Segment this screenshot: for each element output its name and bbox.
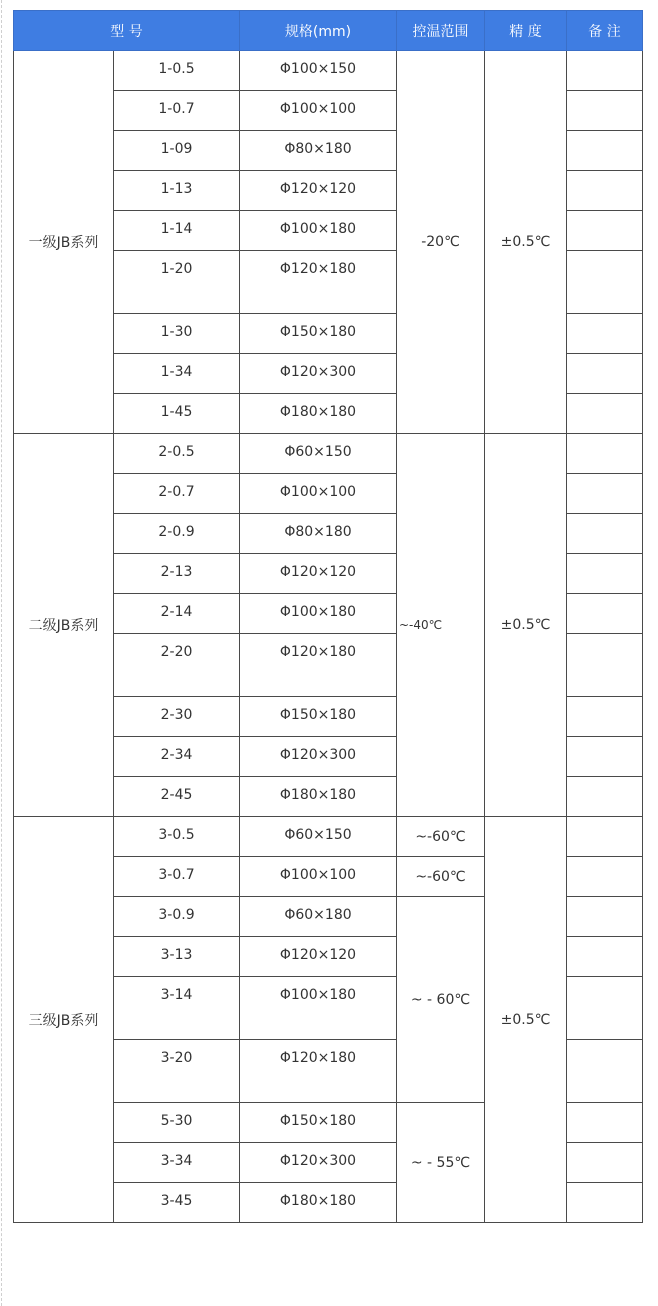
spec-cell: Φ60×180	[240, 897, 397, 937]
temp-range-cell: ~ - 60℃	[397, 897, 485, 1103]
spec-cell: Φ120×180	[240, 1040, 397, 1103]
accuracy-cell: ±0.5℃	[485, 817, 567, 1223]
remarks-cell	[567, 514, 643, 554]
header-accuracy: 精 度	[485, 11, 567, 51]
remarks-cell	[567, 977, 643, 1040]
model-cell: 3-0.7	[114, 857, 240, 897]
remarks-cell	[567, 1103, 643, 1143]
spec-cell: Φ60×150	[240, 434, 397, 474]
spec-cell: Φ120×180	[240, 634, 397, 697]
spec-table	[13, 10, 643, 1223]
model-cell: 2-0.7	[114, 474, 240, 514]
model-cell: 3-14	[114, 977, 240, 1040]
model-cell: 1-30	[114, 314, 240, 354]
spec-cell: Φ180×180	[240, 777, 397, 817]
header-temp-range: 控温范围	[397, 11, 485, 51]
accuracy-cell: ±0.5℃	[485, 51, 567, 434]
remarks-cell	[567, 91, 643, 131]
remarks-cell	[567, 314, 643, 354]
spec-cell: Φ100×180	[240, 977, 397, 1040]
remarks-cell	[567, 1040, 643, 1103]
table-row	[14, 817, 643, 857]
header-remarks: 备 注	[567, 11, 643, 51]
spec-cell: Φ100×180	[240, 594, 397, 634]
header-row	[14, 11, 643, 51]
model-cell: 2-13	[114, 554, 240, 594]
spec-cell: Φ100×100	[240, 474, 397, 514]
remarks-cell	[567, 1143, 643, 1183]
model-cell: 3-34	[114, 1143, 240, 1183]
spec-cell: Φ80×180	[240, 514, 397, 554]
temp-range-cell: ~-40℃	[397, 434, 485, 817]
header-spec: 规格(mm)	[240, 11, 397, 51]
temp-range-cell: -20℃	[397, 51, 485, 434]
spec-cell: Φ180×180	[240, 1183, 397, 1223]
model-cell: 3-0.5	[114, 817, 240, 857]
model-cell: 1-20	[114, 251, 240, 314]
spec-cell: Φ120×120	[240, 171, 397, 211]
series-name-cell: 一级JB系列	[14, 51, 114, 434]
remarks-cell	[567, 51, 643, 91]
page-edge-divider	[1, 0, 2, 1306]
series-name-cell: 二级JB系列	[14, 434, 114, 817]
model-cell: 1-34	[114, 354, 240, 394]
model-cell: 2-20	[114, 634, 240, 697]
accuracy-cell: ±0.5℃	[485, 434, 567, 817]
model-cell: 2-0.9	[114, 514, 240, 554]
model-cell: 1-14	[114, 211, 240, 251]
remarks-cell	[567, 737, 643, 777]
temp-range-cell: ~-60℃	[397, 857, 485, 897]
spec-cell: Φ120×180	[240, 251, 397, 314]
spec-cell: Φ120×300	[240, 1143, 397, 1183]
spec-cell: Φ100×100	[240, 91, 397, 131]
remarks-cell	[567, 817, 643, 857]
remarks-cell	[567, 394, 643, 434]
temp-range-cell: ~ - 55℃	[397, 1103, 485, 1223]
model-cell: 5-30	[114, 1103, 240, 1143]
remarks-cell	[567, 634, 643, 697]
model-cell: 2-45	[114, 777, 240, 817]
model-cell: 3-20	[114, 1040, 240, 1103]
model-cell: 3-0.9	[114, 897, 240, 937]
remarks-cell	[567, 897, 643, 937]
remarks-cell	[567, 211, 643, 251]
spec-cell: Φ150×180	[240, 1103, 397, 1143]
model-cell: 2-14	[114, 594, 240, 634]
spec-cell: Φ180×180	[240, 394, 397, 434]
remarks-cell	[567, 434, 643, 474]
spec-cell: Φ120×120	[240, 937, 397, 977]
spec-cell: Φ100×150	[240, 51, 397, 91]
remarks-cell	[567, 697, 643, 737]
table-row	[14, 51, 643, 91]
table-row	[14, 434, 643, 474]
spec-cell: Φ100×100	[240, 857, 397, 897]
remarks-cell	[567, 354, 643, 394]
spec-cell: Φ120×300	[240, 737, 397, 777]
remarks-cell	[567, 594, 643, 634]
remarks-cell	[567, 171, 643, 211]
model-cell: 3-13	[114, 937, 240, 977]
remarks-cell	[567, 777, 643, 817]
spec-cell: Φ120×120	[240, 554, 397, 594]
model-cell: 2-30	[114, 697, 240, 737]
header-model: 型 号	[14, 11, 240, 51]
temp-range-cell: ~-60℃	[397, 817, 485, 857]
remarks-cell	[567, 251, 643, 314]
series-name-cell: 三级JB系列	[14, 817, 114, 1223]
model-cell: 2-0.5	[114, 434, 240, 474]
model-cell: 3-45	[114, 1183, 240, 1223]
remarks-cell	[567, 937, 643, 977]
model-cell: 2-34	[114, 737, 240, 777]
spec-cell: Φ80×180	[240, 131, 397, 171]
model-cell: 1-0.7	[114, 91, 240, 131]
remarks-cell	[567, 554, 643, 594]
remarks-cell	[567, 1183, 643, 1223]
remarks-cell	[567, 474, 643, 514]
spec-cell: Φ150×180	[240, 697, 397, 737]
spec-cell: Φ100×180	[240, 211, 397, 251]
remarks-cell	[567, 131, 643, 171]
model-cell: 1-09	[114, 131, 240, 171]
spec-cell: Φ150×180	[240, 314, 397, 354]
model-cell: 1-0.5	[114, 51, 240, 91]
model-cell: 1-13	[114, 171, 240, 211]
model-cell: 1-45	[114, 394, 240, 434]
spec-cell: Φ60×150	[240, 817, 397, 857]
spec-cell: Φ120×300	[240, 354, 397, 394]
remarks-cell	[567, 857, 643, 897]
